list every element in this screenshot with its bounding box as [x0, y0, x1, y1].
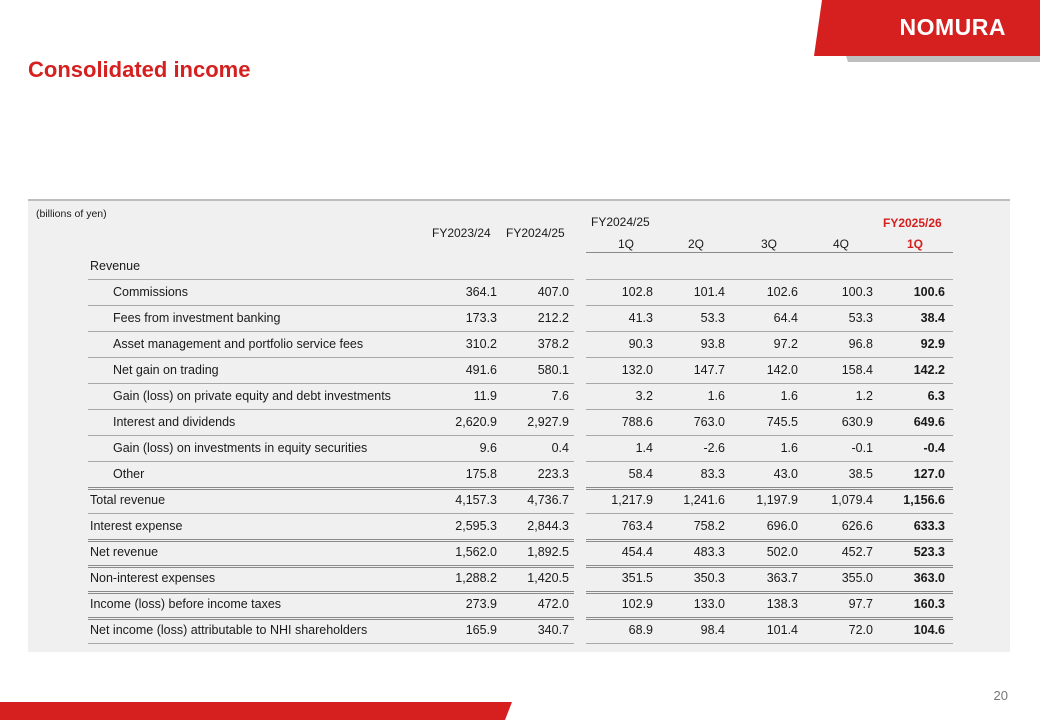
- row-label: Interest and dividends: [113, 415, 236, 429]
- highlight-value-cell: 92.9: [920, 337, 945, 351]
- footer-red-shape: [0, 702, 512, 720]
- header-quarter-4q: 4Q: [833, 237, 850, 251]
- value-cell: 90.3: [628, 337, 653, 351]
- value-cell: 38.5: [848, 467, 873, 481]
- row-label: Net revenue: [90, 545, 159, 559]
- value-cell: 68.9: [628, 623, 653, 637]
- value-cell: 212.2: [537, 311, 569, 325]
- value-cell: 102.6: [766, 285, 798, 299]
- value-cell: 355.0: [841, 571, 873, 585]
- revenue-heading: Revenue: [90, 259, 141, 273]
- row-divider: [586, 591, 953, 594]
- value-cell: 43.0: [773, 467, 798, 481]
- header-brand-bar: [0, 0, 1040, 64]
- value-cell: 1,562.0: [455, 545, 497, 559]
- value-cell: 454.4: [621, 545, 653, 559]
- value-cell: 626.6: [841, 519, 873, 533]
- value-cell: 788.6: [621, 415, 653, 429]
- value-cell: 133.0: [693, 597, 725, 611]
- value-cell: 745.5: [766, 415, 798, 429]
- row-divider: [88, 279, 574, 280]
- value-cell: 147.7: [693, 363, 725, 377]
- value-cell: 378.2: [537, 337, 569, 351]
- row-label: Income (loss) before income taxes: [90, 597, 282, 611]
- value-cell: 142.0: [766, 363, 798, 377]
- value-cell: 1,420.5: [527, 571, 569, 585]
- header-quarter-3q: 3Q: [761, 237, 778, 251]
- header-highlight-1q: 1Q: [907, 237, 924, 251]
- highlight-value-cell: 6.3: [927, 389, 945, 403]
- value-cell: 350.3: [693, 571, 725, 585]
- row-divider: [586, 383, 953, 384]
- value-cell: 364.1: [465, 285, 497, 299]
- row-label: Other: [113, 467, 145, 481]
- footer-brand-bar: [0, 700, 1040, 720]
- row-divider: [88, 643, 574, 644]
- value-cell: 0.4: [551, 441, 569, 455]
- value-cell: 158.4: [841, 363, 873, 377]
- row-divider: [88, 565, 574, 568]
- value-cell: 1.6: [780, 441, 798, 455]
- value-cell: 1.2: [855, 389, 873, 403]
- row-label: Commissions: [113, 285, 189, 299]
- value-cell: 1,217.9: [611, 493, 653, 507]
- row-divider: [88, 409, 574, 410]
- row-divider: [586, 305, 953, 306]
- header-quarter-2q: 2Q: [688, 237, 705, 251]
- value-cell: 1.4: [635, 441, 653, 455]
- value-cell: 4,157.3: [455, 493, 497, 507]
- value-cell: 97.2: [773, 337, 798, 351]
- value-cell: 101.4: [766, 623, 798, 637]
- value-cell: -0.1: [851, 441, 873, 455]
- value-cell: 502.0: [766, 545, 798, 559]
- row-label: Interest expense: [90, 519, 183, 533]
- value-cell: 2,844.3: [527, 519, 569, 533]
- value-cell: 2,927.9: [527, 415, 569, 429]
- row-divider: [586, 409, 953, 410]
- value-cell: 53.3: [848, 311, 873, 325]
- value-cell: 273.9: [465, 597, 497, 611]
- highlight-value-cell: 1,156.6: [903, 493, 945, 507]
- value-cell: 763.4: [621, 519, 653, 533]
- value-cell: 763.0: [693, 415, 725, 429]
- row-divider: [586, 513, 953, 514]
- highlight-value-cell: 649.6: [913, 415, 945, 429]
- header-quarter-group: FY2024/25: [591, 215, 650, 229]
- value-cell: 138.3: [766, 597, 798, 611]
- value-cell: 1,241.6: [683, 493, 725, 507]
- row-divider: [586, 357, 953, 358]
- value-cell: 97.7: [848, 597, 873, 611]
- header-fy2023-24: FY2023/24: [432, 226, 491, 240]
- value-cell: 1,288.2: [455, 571, 497, 585]
- value-cell: 64.4: [773, 311, 798, 325]
- value-cell: 132.0: [621, 363, 653, 377]
- row-label: Net gain on trading: [113, 363, 219, 377]
- row-divider: [88, 461, 574, 462]
- row-label: Gain (loss) on private equity and debt investments: [113, 389, 391, 403]
- value-cell: 580.1: [537, 363, 569, 377]
- row-divider: [88, 383, 574, 384]
- row-label: Total revenue: [90, 493, 166, 507]
- row-divider: [586, 539, 953, 542]
- row-label: Gain (loss) on investments in equity securities: [113, 441, 368, 455]
- value-cell: -2.6: [703, 441, 725, 455]
- row-divider: [88, 617, 574, 620]
- row-divider: [586, 331, 953, 332]
- value-cell: 100.3: [841, 285, 873, 299]
- value-cell: 1,079.4: [831, 493, 873, 507]
- page-title: Consolidated income: [28, 57, 251, 82]
- value-cell: 165.9: [465, 623, 497, 637]
- value-cell: 93.8: [700, 337, 725, 351]
- highlight-value-cell: 38.4: [920, 311, 945, 325]
- value-cell: 83.3: [700, 467, 725, 481]
- value-cell: 1.6: [707, 389, 725, 403]
- highlight-value-cell: 142.2: [913, 363, 945, 377]
- value-cell: 2,595.3: [455, 519, 497, 533]
- value-cell: 175.8: [465, 467, 497, 481]
- value-cell: 1,892.5: [527, 545, 569, 559]
- value-cell: 58.4: [628, 467, 653, 481]
- row-divider: [586, 565, 953, 568]
- value-cell: 53.3: [700, 311, 725, 325]
- header-fy2024-25: FY2024/25: [506, 226, 565, 240]
- value-cell: 363.7: [766, 571, 798, 585]
- value-cell: 173.3: [465, 311, 497, 325]
- value-cell: 1.6: [780, 389, 798, 403]
- value-cell: 96.8: [848, 337, 873, 351]
- value-cell: 102.9: [621, 597, 653, 611]
- header-quarter-1q: 1Q: [618, 237, 635, 251]
- row-label: Asset management and portfolio service fees: [113, 337, 364, 351]
- value-cell: 11.9: [473, 389, 497, 403]
- value-cell: 223.3: [537, 467, 569, 481]
- header-highlight-group: FY2025/26: [883, 216, 942, 230]
- highlight-value-cell: 104.6: [913, 623, 945, 637]
- row-divider: [586, 435, 953, 436]
- value-cell: 452.7: [841, 545, 873, 559]
- value-cell: 3.2: [635, 389, 653, 403]
- row-divider: [88, 513, 574, 514]
- row-divider: [88, 357, 574, 358]
- income-table-panel: [28, 199, 1010, 652]
- highlight-value-cell: 633.3: [913, 519, 945, 533]
- value-cell: 310.2: [465, 337, 497, 351]
- highlight-value-cell: 100.6: [913, 285, 945, 299]
- value-cell: 7.6: [551, 389, 569, 403]
- value-cell: 72.0: [848, 623, 873, 637]
- value-cell: 407.0: [537, 285, 569, 299]
- value-cell: 98.4: [700, 623, 725, 637]
- value-cell: 483.3: [693, 545, 725, 559]
- row-label: Net income (loss) attributable to NHI shareholders: [90, 623, 368, 637]
- row-label: Fees from investment banking: [113, 311, 281, 325]
- highlight-value-cell: 160.3: [913, 597, 945, 611]
- value-cell: 472.0: [537, 597, 569, 611]
- value-cell: 9.6: [479, 441, 497, 455]
- value-cell: 630.9: [841, 415, 873, 429]
- row-divider: [88, 331, 574, 332]
- value-cell: 2,620.9: [455, 415, 497, 429]
- value-cell: 4,736.7: [527, 493, 569, 507]
- value-cell: 758.2: [693, 519, 725, 533]
- value-cell: 101.4: [693, 285, 725, 299]
- row-divider: [586, 461, 953, 462]
- value-cell: 340.7: [537, 623, 569, 637]
- row-divider: [88, 305, 574, 306]
- nomura-logo: NOMURA: [899, 14, 1006, 40]
- highlight-value-cell: -0.4: [923, 441, 945, 455]
- highlight-value-cell: 127.0: [913, 467, 945, 481]
- value-cell: 1,197.9: [756, 493, 798, 507]
- value-cell: 102.8: [621, 285, 653, 299]
- page-number: 20: [993, 688, 1008, 703]
- row-divider: [88, 435, 574, 436]
- row-divider: [88, 591, 574, 594]
- row-divider: [586, 617, 953, 620]
- row-divider: [586, 643, 953, 644]
- row-divider: [586, 487, 953, 490]
- row-label: Non-interest expenses: [90, 571, 216, 585]
- header-underline: [586, 252, 953, 253]
- highlight-value-cell: 523.3: [913, 545, 945, 559]
- row-divider: [88, 487, 574, 490]
- row-divider: [88, 539, 574, 542]
- highlight-value-cell: 363.0: [913, 571, 945, 585]
- value-cell: 41.3: [628, 311, 653, 325]
- value-cell: 696.0: [766, 519, 798, 533]
- value-cell: 491.6: [465, 363, 497, 377]
- unit-note: (billions of yen): [36, 208, 107, 220]
- row-divider: [586, 279, 953, 280]
- value-cell: 351.5: [621, 571, 653, 585]
